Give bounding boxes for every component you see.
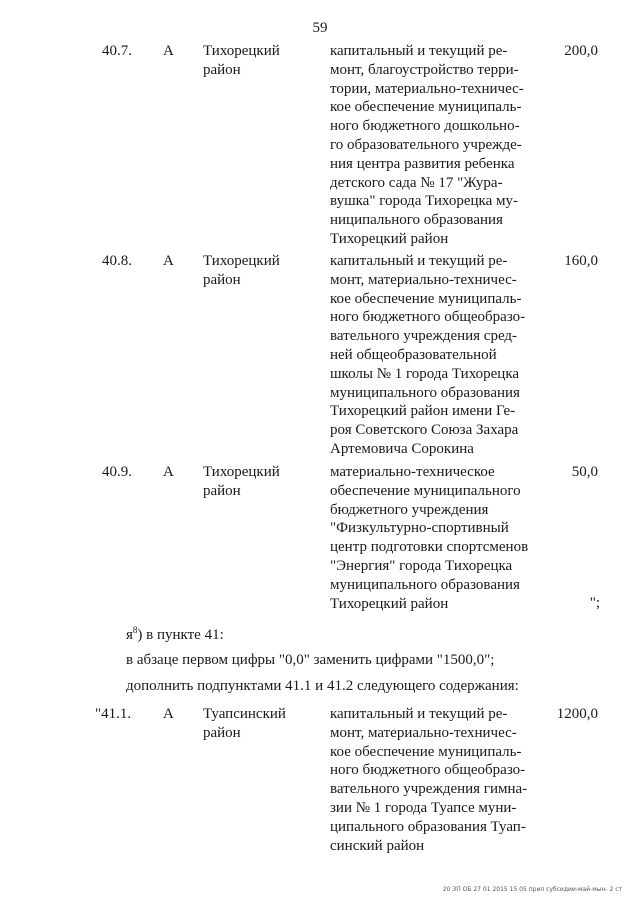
- footer-code: 20 ЗП ОБ 27 01 2015 15 05 прил субсидии-май-мын- 2 ст: [442, 886, 622, 893]
- district-name: Туапсинский район: [203, 706, 286, 741]
- row-description: капитальный и текущий ре- монт, благоустройство терри- тории, материально-техничес- кое обеспечение муниципаль- ного бюджетного дошкольно- го образовательного учрежде- ния центра развития ребенка детского сада № 17 "Жура- вушка" города Тихорецка му- ниципального образования Тихорецкий район: [330, 43, 524, 247]
- row-letter: А: [163, 253, 174, 269]
- district-name: Тихорецкий район: [203, 253, 280, 288]
- row-amount: 200,0: [564, 43, 598, 59]
- closing-quote: ";: [589, 595, 600, 611]
- row-number: "41.1.: [95, 706, 132, 722]
- row-number: 40.9.: [102, 464, 132, 480]
- district-name: Тихорецкий район: [203, 464, 280, 499]
- paragraph-replace: в абзаце первом цифры "0,0" заменить цифрами "1500,0";: [126, 652, 495, 668]
- row-letter: А: [163, 706, 174, 722]
- row-amount: 160,0: [564, 253, 598, 269]
- district-name: Тихорецкий район: [203, 43, 280, 78]
- row-letter: А: [163, 43, 174, 59]
- row-description: капитальный и текущий ре- монт, материально-техничес- кое обеспечение муниципаль- ного бюджетного общеобразо- вательного учреждения сред- ней общеобразовательной школы № 1 города Тихорецка муниципального образования Тихорецкий район имени Ге- роя Советского Союза Захара Артемовича Сорокина: [330, 253, 526, 457]
- row-number: 40.7.: [102, 43, 132, 59]
- row-number: 40.8.: [102, 253, 132, 269]
- paragraph-item: $я^8$) в пункте 41:: [126, 625, 224, 643]
- paragraph-add: дополнить подпунктами 41.1 и 41.2 следующего содержания:: [126, 678, 519, 694]
- row-amount: 50,0: [571, 464, 598, 480]
- row-description: материально-техническое обеспечение муниципального бюджетного учреждения "Физкультурно-спортивный центр подготовки спортсменов "Энергия" города Тихорецка муниципального образования Тихорецкий район: [330, 464, 529, 612]
- row-letter: А: [163, 464, 174, 480]
- page-number: 59: [312, 20, 328, 36]
- row-amount: 1200,0: [556, 706, 598, 722]
- row-description: капитальный и текущий ре- монт, материально-техничес- кое обеспечение муниципаль- ного бюджетного общеобразо- вательного учреждения гимна- зии № 1 города Туапсе муни- ципального образования Туап- синский район: [330, 706, 528, 854]
